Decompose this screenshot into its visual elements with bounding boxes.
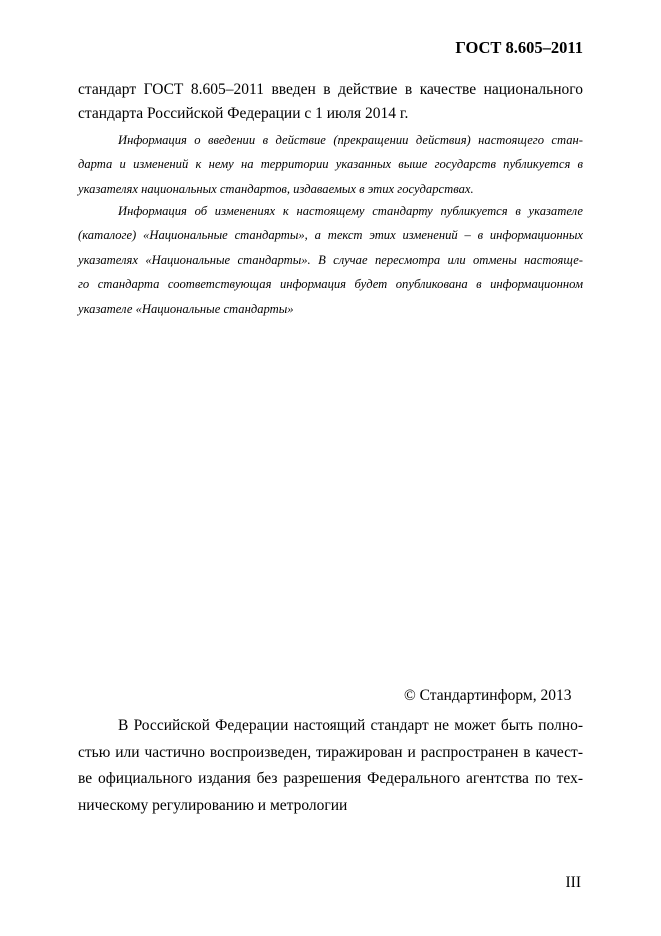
document-code-header: ГОСТ 8.605–2011: [455, 38, 583, 57]
note-line: Информация о введении в действие (прекращении действия) настоящего стан-: [118, 133, 583, 147]
page-number: III: [565, 874, 581, 891]
note-line: го стандарта соответствующая информация будет опубликована в информационном: [78, 277, 583, 292]
note-line: указателях национальных стандартов, издаваемых в этих государствах.: [78, 181, 474, 196]
paragraph-line: стью или частично воспроизведен, тиражирован и распространен в качест-: [78, 743, 583, 761]
copyright-notice: © Стандартинформ, 2013: [404, 687, 572, 704]
note-line: Информация об изменениях к настоящему стандарту публикуется в указателе: [118, 204, 583, 218]
note-line: указателе «Национальные стандарты»: [78, 301, 294, 316]
paragraph-line: В Российской Федерации настоящий стандарт не может быть полно-: [118, 717, 583, 734]
enactment-paragraph: [78, 78, 583, 126]
enactment-info-note: [78, 128, 583, 201]
paragraph-line: ве официального издания без разрешения Федерального агентства по тех-: [78, 770, 583, 787]
reproduction-rights-paragraph: [78, 713, 583, 819]
paragraph-line: стандарта Российской Федерации с 1 июля 2014 г.: [78, 105, 409, 122]
paragraph-line: ническому регулированию и метрологии: [78, 796, 348, 814]
changes-info-note: [78, 199, 583, 321]
note-line: указателях «Национальные стандарты». В случае пересмотра или отмены настояще-: [78, 252, 583, 267]
paragraph-line: стандарт ГОСТ 8.605–2011 введен в действие в качестве национального: [78, 81, 583, 98]
note-line: (каталоге) «Национальные стандарты», а текст этих изменений – в информационных: [78, 228, 583, 243]
note-line: дарта и изменений к нему на территории указанных выше государств публикуется в: [78, 157, 583, 172]
